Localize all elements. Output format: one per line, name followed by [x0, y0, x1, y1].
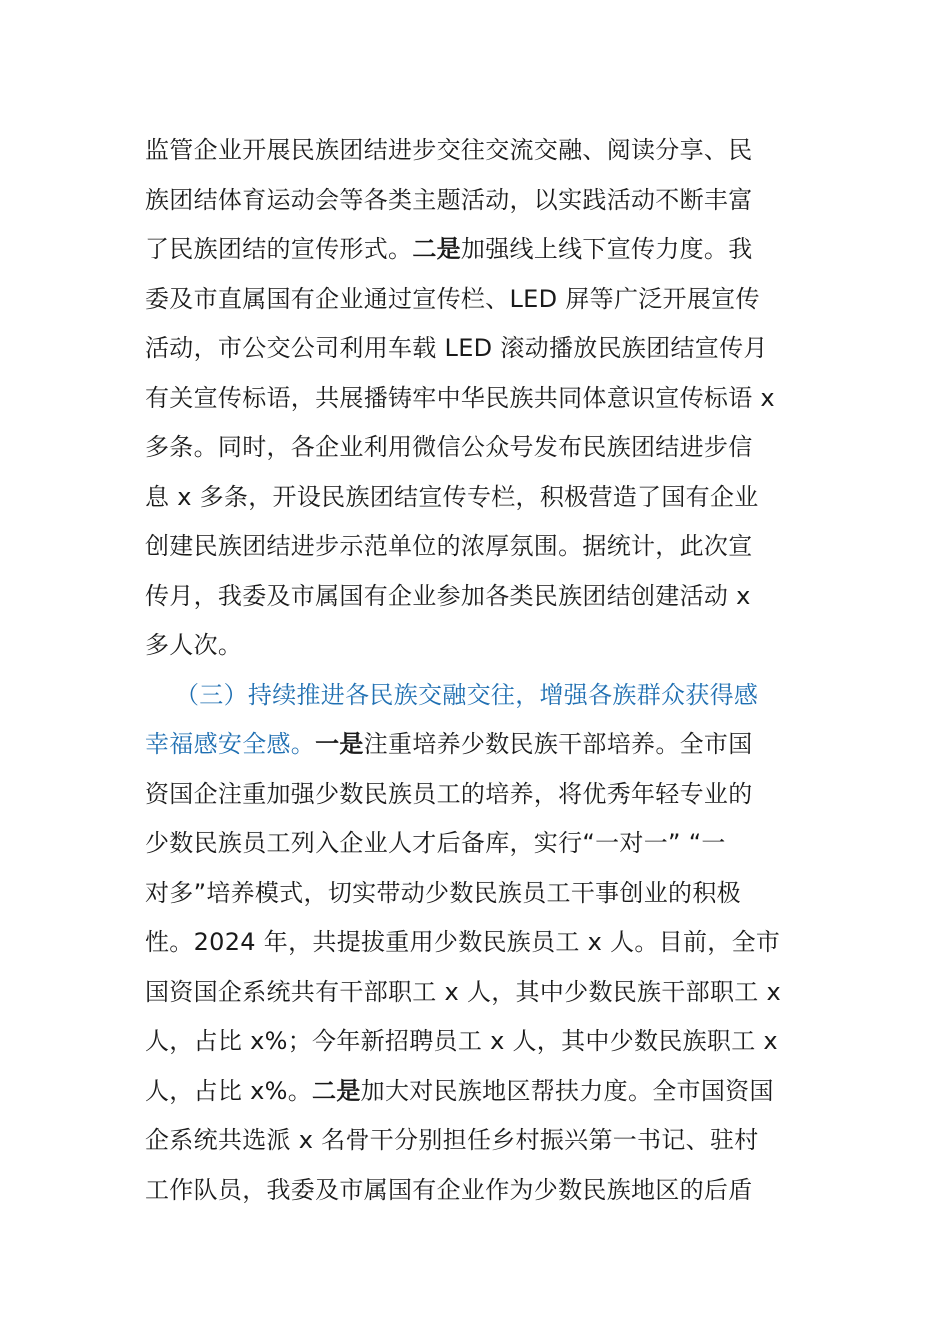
- text-line: 人，占比 x%。二是加大对民族地区帮扶力度。全市国资国: [145, 1076, 774, 1105]
- text-line: 企系统共选派 x 名骨干分别担任乡村振兴第一书记、驻村: [145, 1126, 759, 1154]
- text-line: 委及市直属国有企业通过宣传栏、LED 屏等广泛开展宣传: [145, 284, 760, 313]
- bold-marker: 二是: [412, 235, 461, 263]
- text-line: 少数民族员工列入企业人才后备库，实行“一对一” “一: [145, 829, 726, 857]
- text-line: 多人次。: [145, 631, 243, 659]
- text-line: 监管企业开展民族团结进步交往交流交融、阅读分享、民: [145, 136, 753, 164]
- text-line: 创建民族团结进步示范单位的浓厚氛围。据统计，此次宣: [145, 532, 753, 560]
- text-line: 息 x 多条，开设民族团结宣传专栏，积极营造了国有企业: [145, 482, 759, 511]
- text-line: 人，占比 x%；今年新招聘员工 x 人，其中少数民族职工 x: [145, 1027, 778, 1055]
- text-line: 了民族团结的宣传形式。二是加强线上线下宣传力度。我: [145, 235, 753, 263]
- text-line: 有关宣传标语，共展播铸牢中华民族共同体意识宣传标语 x: [145, 383, 775, 412]
- body-text: [145, 126, 810, 1215]
- text-line: 国资国企系统共有干部职工 x 人，其中少数民族干部职工 x: [145, 977, 781, 1006]
- text-line: 活动，市公交公司利用车载 LED 滚动播放民族团结宣传月: [145, 334, 768, 362]
- section-heading-tail: 幸福感安全感。: [145, 730, 316, 758]
- text-line: 幸福感安全感。一是注重培养少数民族干部培养。全市国: [145, 730, 753, 758]
- text-line: 性。2024 年，共提拔重用少数民族员工 x 人。目前，全市: [145, 928, 781, 956]
- text-line: 多条。同时，各企业利用微信公众号发布民族团结进步信: [145, 433, 753, 461]
- bold-marker: 一是: [315, 730, 364, 758]
- section-heading: （三）持续推进各民族交融交往，增强各族群众获得感: [175, 680, 759, 709]
- bold-marker: 二是: [312, 1076, 361, 1105]
- text-line: 资国企注重加强少数民族员工的培养，将优秀年轻专业的: [145, 779, 753, 808]
- text-line: 族团结体育运动会等各类主题活动，以实践活动不断丰富: [145, 185, 753, 214]
- text-line: 工作队员，我委及市属国有企业作为少数民族地区的后盾: [145, 1175, 753, 1204]
- text-line: 传月，我委及市属国有企业参加各类民族团结创建活动 x: [145, 581, 751, 610]
- text-line: 对多”培养模式，切实带动少数民族员工干事创业的积极: [145, 878, 741, 907]
